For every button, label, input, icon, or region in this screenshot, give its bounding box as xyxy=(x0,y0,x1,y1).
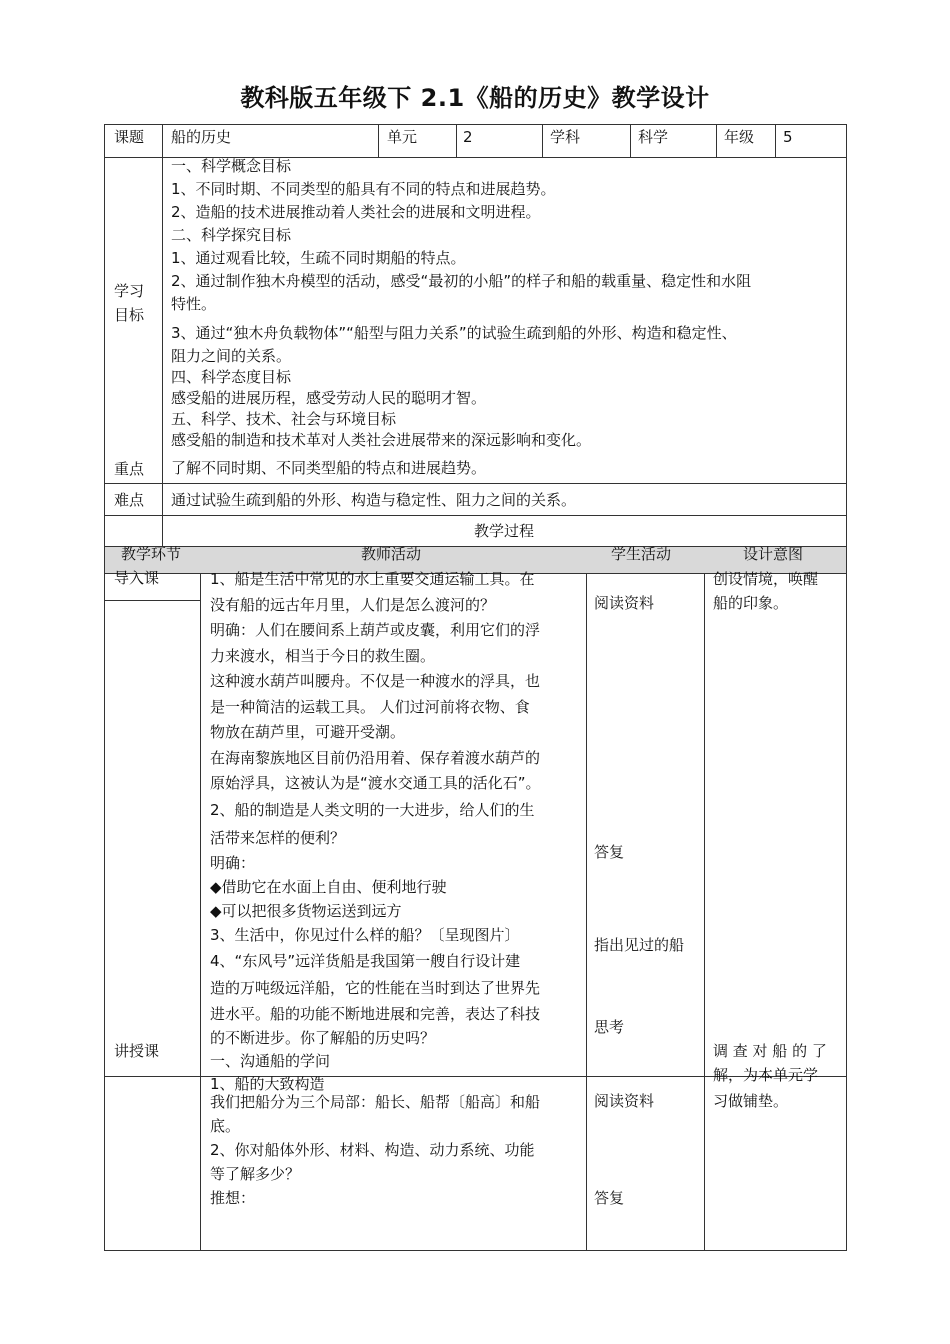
table-border-bottom xyxy=(104,1250,846,1251)
teacher-line: 这种渡水葫芦叫腰舟。不仅是一种渡水的浮具，也 xyxy=(210,672,541,690)
teacher-line: ◆借助它在水面上自由、便利地行驶 xyxy=(210,878,447,896)
unit-value: 2 xyxy=(463,128,473,146)
goals-line: 四、科学态度目标 xyxy=(171,368,292,386)
teacher-line: 3、生活中，你见过什么样的船？〔呈现图片〕 xyxy=(210,926,520,944)
teacher-line: 进水平。船的功能不断地进展和完善，表达了科技 xyxy=(210,1005,541,1023)
teacher-line: 2、船的制造是人类文明的一大进步，给人们的生 xyxy=(210,801,535,819)
col-divider xyxy=(704,573,705,1251)
row-divider xyxy=(104,546,846,547)
goals-line: 二、科学探究目标 xyxy=(171,226,292,244)
intent-lecture-line-1: 调 查 对 船 的 了 xyxy=(713,1042,827,1060)
goals-label-bottom: 目标 xyxy=(114,306,145,324)
teacher-line: 我们把船分为三个局部：船长、船帮〔船高〕和船 xyxy=(210,1093,541,1111)
teacher-line: 没有船的远古年月里，人们是怎么渡河的？ xyxy=(210,596,496,614)
teacher-line: 在海南黎族地区目前仍沿用着、保存着渡水葫芦的 xyxy=(210,749,541,767)
teacher-line: 4、“东风号”远洋货船是我国第一艘自行设计建 xyxy=(210,952,521,970)
col-header-student: 学生活动 xyxy=(611,545,672,563)
table-border-top xyxy=(104,124,846,125)
row-divider xyxy=(104,483,846,484)
col-divider xyxy=(162,124,163,546)
teacher-line: 1、船的大致构造 xyxy=(210,1075,325,1093)
goals-line: 感受船的制造和技术革对人类社会进展带来的深远影响和变化。 xyxy=(171,431,592,449)
teacher-line: ◆可以把很多货物运送到远方 xyxy=(210,902,402,920)
stage-intro-label: 导入课 xyxy=(114,569,160,587)
teacher-line: 明确： xyxy=(210,854,256,872)
teacher-line: 物放在葫芦里，可避开受潮。 xyxy=(210,723,406,741)
key-point-label: 重点 xyxy=(114,460,145,478)
teacher-line: 一、沟通船的学问 xyxy=(210,1052,331,1070)
teacher-line: 1、船是生活中常见的水上重要交通运输工具。在 xyxy=(210,570,535,588)
student-answer-2: 答复 xyxy=(594,1189,625,1207)
goals-line: 五、科学、技术、社会与环境目标 xyxy=(171,410,397,428)
intent-lecture-line-3: 习做铺垫。 xyxy=(713,1092,789,1110)
goals-line: 一、科学概念目标 xyxy=(171,157,292,175)
key-point-text: 了解不同时期、不同类型船的特点和进展趋势。 xyxy=(171,459,487,477)
unit-label: 单元 xyxy=(387,128,418,146)
subject-value: 科学 xyxy=(638,128,669,146)
lesson-value: 船的历史 xyxy=(171,128,232,146)
col-divider xyxy=(456,124,457,158)
teacher-line: 的不断进步。你了解船的历史吗？ xyxy=(210,1029,436,1047)
goals-label-top: 学习 xyxy=(114,282,145,300)
row-divider xyxy=(104,515,846,516)
col-divider xyxy=(630,124,631,158)
teacher-line: 等了解多少？ xyxy=(210,1165,301,1183)
intent-intro-line-2: 船的印象。 xyxy=(713,594,789,612)
goals-line: 特性。 xyxy=(171,295,217,313)
page-title: 教科版五年级下 2.1《船的历史》教学设计 xyxy=(240,84,710,112)
stage-lecture-label: 讲授课 xyxy=(114,1042,160,1060)
teacher-line: 是一种简洁的运载工具。 人们过河前将衣物、食 xyxy=(210,698,530,716)
col-divider xyxy=(542,124,543,158)
intent-intro-line-1: 创设情境，唤醒 xyxy=(713,570,819,588)
col-divider xyxy=(716,124,717,158)
process-title: 教学过程 xyxy=(473,522,534,540)
table-border-left xyxy=(104,124,105,1251)
col-header-stage: 教学环节 xyxy=(121,545,182,563)
teacher-line: 推想： xyxy=(210,1189,256,1207)
student-answer-1: 答复 xyxy=(594,843,625,861)
col-divider xyxy=(378,124,379,158)
teacher-line: 力来渡水，相当于今日的救生圈。 xyxy=(210,647,436,665)
goals-line: 1、通过观看比较，生疏不同时期船的特点。 xyxy=(171,249,466,267)
goals-line: 2、通过制作独木舟模型的活动，感受“最初的小船”的样子和船的载重量、稳定性和水阻 xyxy=(171,272,752,290)
goals-list xyxy=(171,155,751,452)
goals-line: 感受船的进展历程，感受劳动人民的聪明才智。 xyxy=(171,389,487,407)
grade-value: 5 xyxy=(783,128,793,146)
row-divider xyxy=(104,600,200,601)
teacher-line: 底。 xyxy=(210,1117,241,1135)
col-divider xyxy=(775,124,776,158)
teacher-activity-continued xyxy=(210,1090,540,1210)
lesson-label: 课题 xyxy=(114,128,145,146)
teacher-line: 2、你对船体外形、材料、构造、动力系统、功能 xyxy=(210,1141,535,1159)
student-point-out: 指出见过的船 xyxy=(594,936,685,954)
teacher-line: 造的万吨级远洋船，它的性能在当时到达了世界先 xyxy=(210,979,541,997)
difficulty-text: 通过试验生疏到船的外形、构造与稳定性、阻力之间的关系。 xyxy=(171,491,577,509)
col-header-teacher: 教师活动 xyxy=(361,545,422,563)
intent-lecture-line-2: 解，为本单元学 xyxy=(713,1066,819,1084)
table-border-right xyxy=(846,124,847,1251)
teacher-line: 原始浮具，这被认为是“渡水交通工具的活化石”。 xyxy=(210,774,541,792)
grade-label: 年级 xyxy=(724,128,755,146)
teacher-activity xyxy=(210,566,541,1096)
goals-line: 1、不同时期、不同类型的船具有不同的特点和进展趋势。 xyxy=(171,180,556,198)
student-read-1: 阅读资料 xyxy=(594,594,655,612)
col-header-intent: 设计意图 xyxy=(743,545,804,563)
difficulty-label: 难点 xyxy=(114,491,145,509)
student-read-2: 阅读资料 xyxy=(594,1092,655,1110)
col-divider xyxy=(586,573,587,1251)
goals-line: 2、造船的技术进展推动着人类社会的进展和文明进程。 xyxy=(171,203,541,221)
goals-line: 3、通过“独木舟负载物体”“船型与阻力关系”的试验生疏到船的外形、构造和稳定性、 xyxy=(171,324,737,342)
teacher-line: 明确：人们在腰间系上葫芦或皮囊，利用它们的浮 xyxy=(210,621,541,639)
teacher-line: 活带来怎样的便利？ xyxy=(210,829,346,847)
goals-line: 阻力之间的关系。 xyxy=(171,347,292,365)
subject-label: 学科 xyxy=(550,128,581,146)
student-think: 思考 xyxy=(594,1018,625,1036)
col-divider xyxy=(200,573,201,1251)
